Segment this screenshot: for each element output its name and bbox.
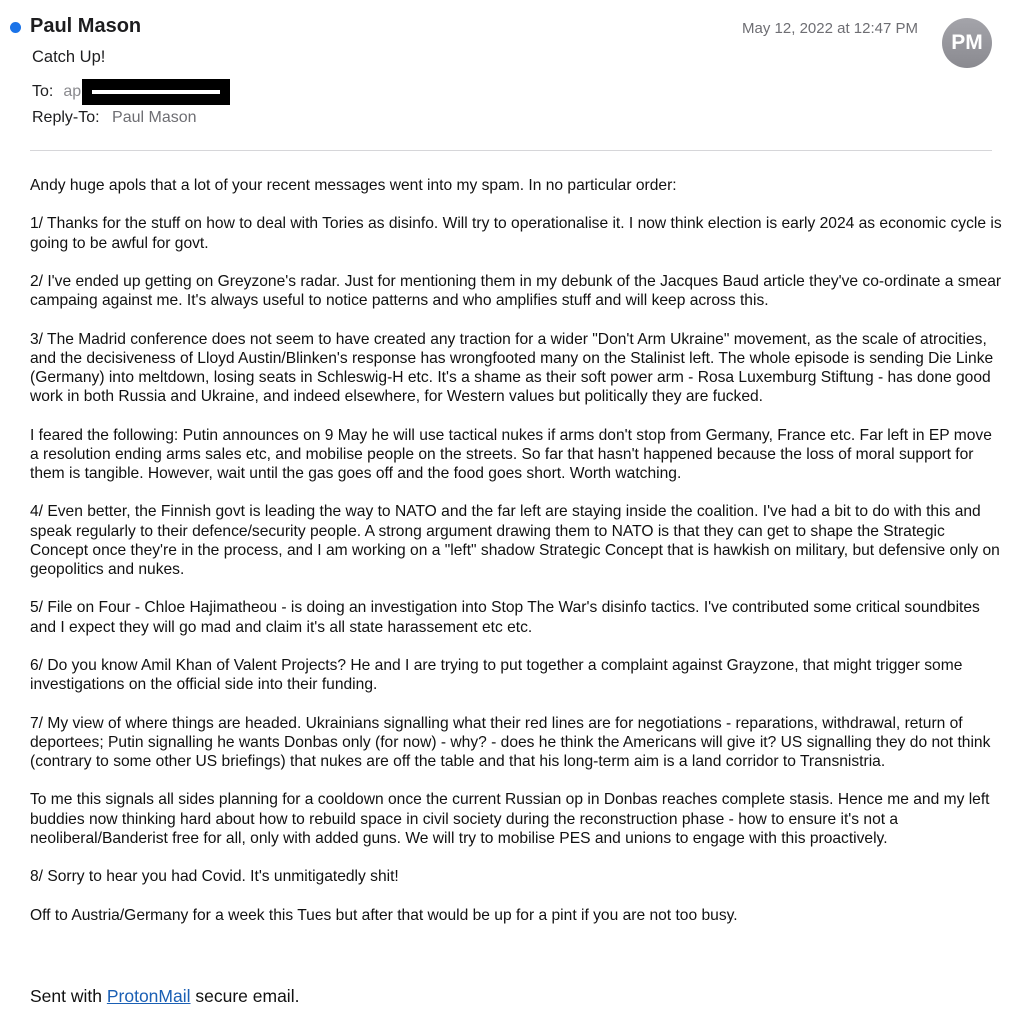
message-date: May 12, 2022 at 12:47 PM — [742, 20, 918, 37]
body-paragraph: 5/ File on Four - Chloe Hajimatheou - is doing an investigation into Stop The War's disinfo tactics. I've contributed some critical soundbites and I expect they will go mad and claim it's all state harassement etc etc. — [30, 599, 980, 636]
protonmail-link[interactable]: ProtonMail — [106, 986, 191, 1006]
to-row — [32, 79, 230, 105]
to-address-partial[interactable]: ap — [63, 83, 82, 100]
sender-name[interactable]: Paul Mason — [30, 15, 142, 37]
subject: Catch Up! — [32, 48, 106, 66]
to-label: To: — [32, 83, 54, 100]
body-paragraph: 6/ Do you know Amil Khan of Valent Projects? He and I are trying to put together a complaint against Grayzone, that might trigger some investigations on the official side into their funding. — [30, 656, 963, 694]
body-paragraph: 4/ Even better, the Finnish govt is leading the way to NATO and the far left are staying inside the coalition. I've had a bit to do with this and speak regularly to their defence/security people. A strong argument drawing them to NATO is that they can get to shape the Strategic Concept once they're in the process, and I am working on a "left" shadow Strategic Concept that is hawkish on military, but defensive only on geopolitics and nukes. — [30, 503, 1000, 578]
signature — [30, 986, 299, 1007]
unread-dot — [10, 22, 21, 33]
body-paragraph: To me this signals all sides planning for a cooldown once the current Russian op in Donbas reaches complete stasis. Hence me and my left buddies now thinking hard about how to rebuild space in civil society during the reconstruction phase - how to ensure it's not a neoliberal/Banderist free for all, only with added guns. We will try to mobilise PES and unions to engage with this proactively. — [30, 791, 990, 847]
message-body — [30, 176, 1002, 944]
reply-to-row — [32, 109, 197, 127]
sender-avatar: PM — [942, 18, 992, 68]
signature-prefix: Sent with — [30, 986, 107, 1006]
redaction-bar — [82, 79, 230, 105]
reply-to-label: Reply-To: — [32, 109, 100, 126]
body-paragraph: I feared the following: Putin announces on 9 May he will use tactical nukes if arms don't stop from Germany, France etc. Far left in EP move a resolution ending arms sales etc, and mobilise people on the streets. So far that hasn't happened because the loss of moral support for them is tangible. However, wait until the gas goes off and the food goes short. Worth watching. — [30, 426, 992, 482]
body-paragraph: 2/ I've ended up getting on Greyzone's radar. Just for mentioning them in my debunk of the Jacques Baud article they've co-ordinate a smear campaing against me. It's always useful to notice patterns and who amplifies stuff and will keep across this. — [30, 272, 1002, 310]
body-paragraph: 3/ The Madrid conference does not seem to have created any traction for a wider "Don't Arm Ukraine" movement, as the scale of atrocities, and the decisiveness of Lloyd Austin/Blinken's response has wrongfooted many on the Stalinist left. The whole episode is sending Die Linke (Germany) into meltdown, losing seats in Schleswig-H etc. It's a shame as their soft power arm - Rosa Luxemburg Stiftung - has done good work in both Russia and Ukraine, and indeed elsewhere, for Western values but politically they are fucked. — [30, 330, 994, 406]
body-paragraph: 1/ Thanks for the stuff on how to deal with Tories as disinfo. Will try to operationalise it. I now think election is early 2024 as economic cycle is going to be awful for govt. — [30, 215, 1002, 252]
body-paragraph: 8/ Sorry to hear you had Covid. It's unmitigatedly shit! — [30, 868, 399, 886]
header-divider — [30, 150, 992, 151]
body-paragraph: Andy huge apols that a lot of your recent messages went into my spam. In no particular order: — [30, 177, 677, 194]
body-paragraph: Off to Austria/Germany for a week this Tues but after that would be up for a pint if you are not too busy. — [30, 906, 738, 924]
signature-suffix: secure email. — [190, 986, 300, 1006]
body-paragraph: 7/ My view of where things are headed. Ukrainians signalling what their red lines are for negotiations - reparations, withdrawal, return of deportees; Putin signalling he wants Donbas only (for now) - why? - does he think the Americans will give it? US signalling they do not think (contrary to some other US briefings) that nukes are off the table and that his long-term aim is a land corridor to Transnistria. — [30, 714, 991, 770]
reply-to-value[interactable]: Paul Mason — [112, 109, 197, 126]
